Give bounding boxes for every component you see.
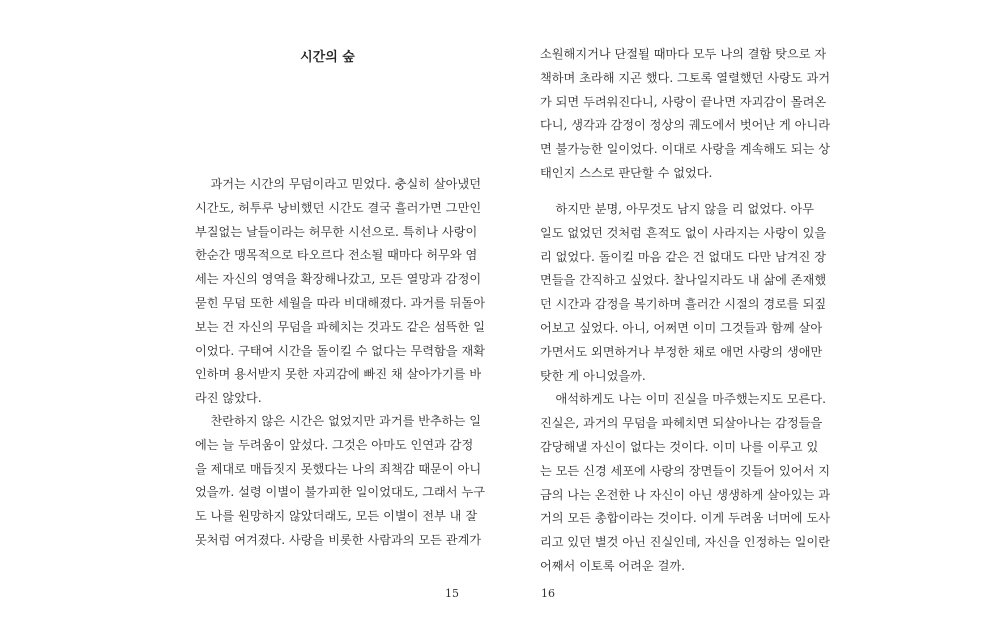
text-line: 었을까. 설령 이별이 불가피한 일이었대도, 그래서 누구 bbox=[195, 485, 486, 500]
page-number: 16 bbox=[541, 587, 555, 600]
text-line: 태인지 스스로 판단할 수 없었다. bbox=[540, 165, 713, 180]
text-line: 는 모든 신경 세포에 사랑의 장면들이 깃들어 있어서 지 bbox=[540, 463, 831, 478]
text-line: 어보고 싶었다. 아니, 어쩌면 이미 그것들과 함께 살아 bbox=[540, 320, 823, 335]
text-line: 어째서 이토록 어려운 걸까. bbox=[540, 558, 686, 573]
text-line: 탓한 게 아니었을까. bbox=[540, 368, 646, 383]
right-paragraph-2 bbox=[540, 198, 831, 579]
text-line: 책하며 초라해 지곤 했다. 그토록 열렬했던 사랑도 과거 bbox=[540, 70, 831, 85]
chapter-title: 시간의 숲 bbox=[300, 50, 355, 65]
text-line: 도 나를 원망하지 않았더래도, 모든 이별이 전부 내 잘 bbox=[195, 509, 478, 524]
text-line: 시간도, 허투루 낭비했던 시간도 결국 흘러가면 그만인 bbox=[195, 200, 482, 215]
text-line: 리 없었다. 돌이킬 마음 같은 건 없대도 다만 남겨진 장 bbox=[540, 249, 826, 264]
text-line: 일도 없었던 것처럼 흔적도 없이 사라지는 사랑이 있을 bbox=[540, 225, 827, 240]
text-line: 이었다. 구태여 시간을 돌이킬 수 없다는 무력함을 재확 bbox=[195, 343, 486, 358]
text-line: 감당해낼 자신이 없다는 것이다. 이미 나를 이루고 있 bbox=[540, 439, 819, 454]
text-line: 가면서도 외면하거나 부정한 채로 애먼 사랑의 생애만 bbox=[540, 344, 823, 359]
right-paragraph-1 bbox=[540, 43, 831, 186]
text-line: 리고 있던 별것 아닌 진실인데, 자신을 인정하는 일이란 bbox=[540, 535, 831, 550]
text-line: 진실은, 과거의 무덤을 파헤치면 되살아나는 감정들을 bbox=[540, 416, 823, 431]
left-paragraph-2 bbox=[195, 410, 486, 553]
page-number: 15 bbox=[445, 587, 459, 600]
text-line: 거의 모든 총합이라는 것이다. 이게 두려움 너머에 도사 bbox=[540, 511, 831, 526]
text-line: 소원해지거나 단절될 때마다 모두 나의 결함 탓으로 자 bbox=[540, 47, 827, 61]
text-line: 인하며 용서받지 못한 자괴감에 빠진 채 살아가기를 바 bbox=[195, 367, 482, 382]
text-line: 라진 않았다. bbox=[195, 391, 262, 406]
text-line: 찬란하지 않은 시간은 없었지만 과거를 반추하는 일 bbox=[195, 414, 481, 428]
text-line: 묻힌 무덤 또한 세월을 따라 비대해졌다. 과거를 뒤돌아 bbox=[195, 295, 486, 310]
text-line: 을 제대로 매듭짓지 못했다는 나의 죄책감 때문이 아니 bbox=[195, 461, 482, 476]
text-line: 다니, 생각과 감정이 정상의 궤도에서 벗어난 게 아니라 bbox=[540, 118, 831, 133]
text-line: 보는 건 자신의 무덤을 파헤치는 것과도 같은 섬뜩한 일 bbox=[195, 319, 486, 334]
text-line: 애석하게도 나는 이미 진실을 마주했는지도 모른다. bbox=[540, 392, 826, 407]
right-page bbox=[500, 0, 1000, 634]
left-paragraph-1 bbox=[195, 173, 486, 411]
text-line: 세는 자신의 영역을 확장해나갔고, 모든 열망과 감정이 bbox=[195, 272, 482, 287]
text-line: 과거는 시간의 무덤이라고 믿었다. 충실히 살아냈던 bbox=[195, 177, 481, 191]
text-line: 하지만 분명, 아무것도 남지 않을 리 없었다. 아무 bbox=[540, 202, 815, 216]
text-line: 못처럼 여겨졌다. 사랑을 비롯한 사람과의 모든 관계가 bbox=[195, 532, 482, 547]
text-line: 면들을 간직하고 싶었다. 찰나일지라도 내 삶에 존재했 bbox=[540, 273, 827, 288]
text-line: 부질없는 날들이라는 허무한 시선으로. 특히나 사랑이 bbox=[195, 224, 478, 239]
text-line: 한순간 맹목적으로 타오르다 전소될 때마다 허무와 염 bbox=[195, 248, 478, 263]
text-line: 가 되면 두려워진다니, 사랑이 끝나면 자괴감이 몰려온 bbox=[540, 94, 827, 109]
text-line: 에는 늘 두려움이 앞섰다. 그것은 아마도 인연과 감정 bbox=[195, 437, 474, 452]
text-line: 면 불가능한 일이었다. 이대로 사랑을 계속해도 되는 상 bbox=[540, 142, 831, 157]
text-line: 금의 나는 온전한 나 자신이 아닌 생생하게 살아있는 과 bbox=[540, 487, 831, 502]
text-line: 던 시간과 감정을 복기하며 흘러간 시절의 경로를 되짚 bbox=[540, 297, 827, 312]
